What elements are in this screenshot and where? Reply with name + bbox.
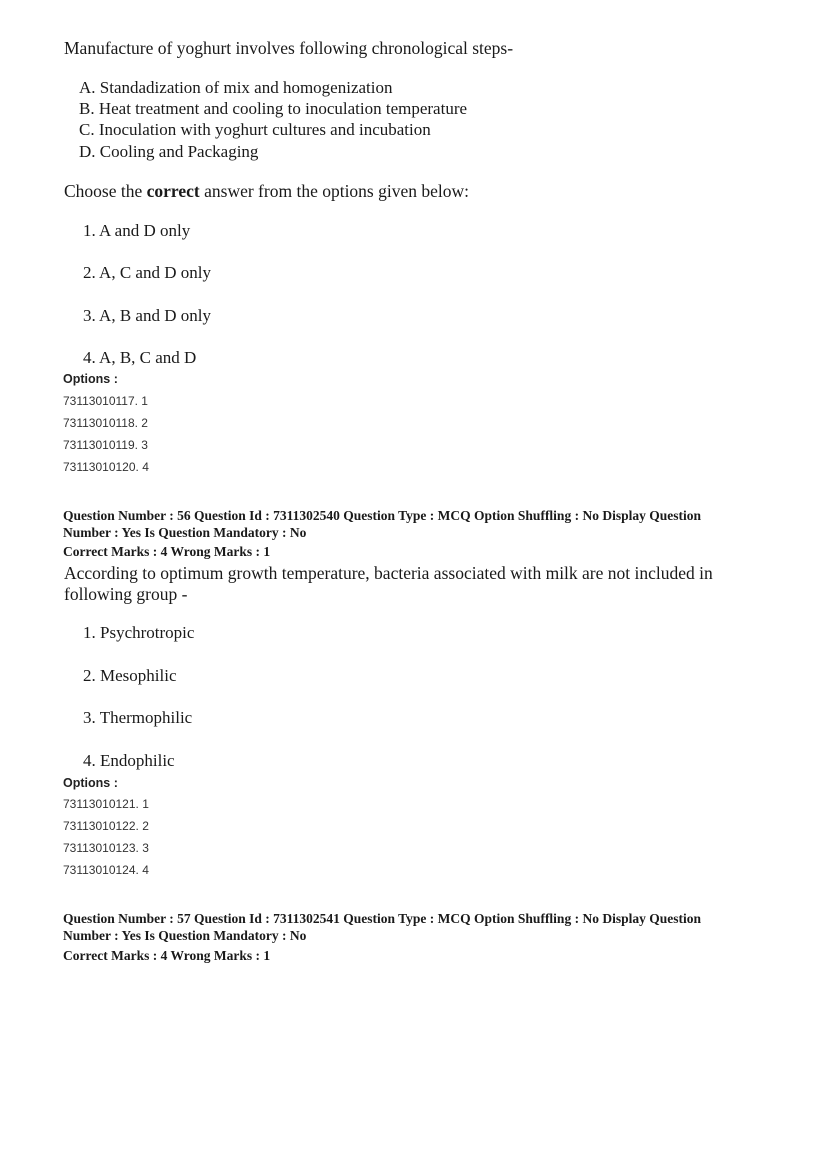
q57-meta-line2: Number : Yes Is Question Mandatory : No	[63, 928, 307, 943]
q56-choice-1: 1. Psychrotropic	[83, 623, 195, 642]
q56-option-code-3: 73113010123. 3	[63, 841, 149, 855]
q57-meta-line1: Question Number : 57 Question Id : 7311302541 Question Type : MCQ Option Shuffling : No Display Question	[63, 911, 701, 926]
q56-choice-2: 2. Mesophilic	[83, 666, 177, 685]
q56-option-code-4: 73113010124. 4	[63, 863, 149, 877]
instruction-suffix: answer from the options given below:	[199, 181, 470, 201]
q56-option-code-2: 73113010122. 2	[63, 819, 149, 833]
q55-statement-a: A. Standadization of mix and homogenization	[79, 78, 393, 97]
q55-statement-c: C. Inoculation with yoghurt cultures and incubation	[79, 120, 431, 139]
q55-statement-d: D. Cooling and Packaging	[79, 142, 259, 161]
q55-option-code-3: 73113010119. 3	[63, 438, 148, 452]
q55-choice-2: 2. A, C and D only	[83, 263, 211, 282]
q56-options-label: Options :	[63, 776, 118, 790]
q56-meta-line2: Number : Yes Is Question Mandatory : No	[63, 525, 307, 540]
q57-marks: Correct Marks : 4 Wrong Marks : 1	[63, 948, 271, 963]
q55-options-label: Options :	[63, 372, 118, 386]
instruction-bold: correct	[146, 181, 200, 201]
q56-text-line1: According to optimum growth temperature, bacteria associated with milk are not included in	[64, 563, 713, 583]
q56-marks: Correct Marks : 4 Wrong Marks : 1	[63, 544, 271, 559]
q55-option-code-1: 73113010117. 1	[63, 394, 148, 408]
q56-text-line2: following group -	[64, 584, 188, 604]
q56-choice-3: 3. Thermophilic	[83, 708, 193, 727]
q56-option-code-1: 73113010121. 1	[63, 797, 149, 811]
q56-choice-4: 4. Endophilic	[83, 751, 175, 770]
q55-instruction	[64, 181, 469, 202]
q55-choice-3: 3. A, B and D only	[83, 306, 211, 325]
q55-option-code-2: 73113010118. 2	[63, 416, 148, 430]
q55-statement-b: B. Heat treatment and cooling to inoculation temperature	[79, 99, 468, 118]
instruction-prefix: Choose the	[64, 181, 147, 201]
q56-meta-line1: Question Number : 56 Question Id : 7311302540 Question Type : MCQ Option Shuffling : No Display Question	[63, 508, 701, 523]
q55-option-code-4: 73113010120. 4	[63, 460, 149, 474]
q55-intro: Manufacture of yoghurt involves following chronological steps-	[64, 38, 514, 58]
q55-choice-4: 4. A, B, C and D	[83, 348, 197, 367]
q55-choice-1: 1. A and D only	[83, 221, 191, 240]
